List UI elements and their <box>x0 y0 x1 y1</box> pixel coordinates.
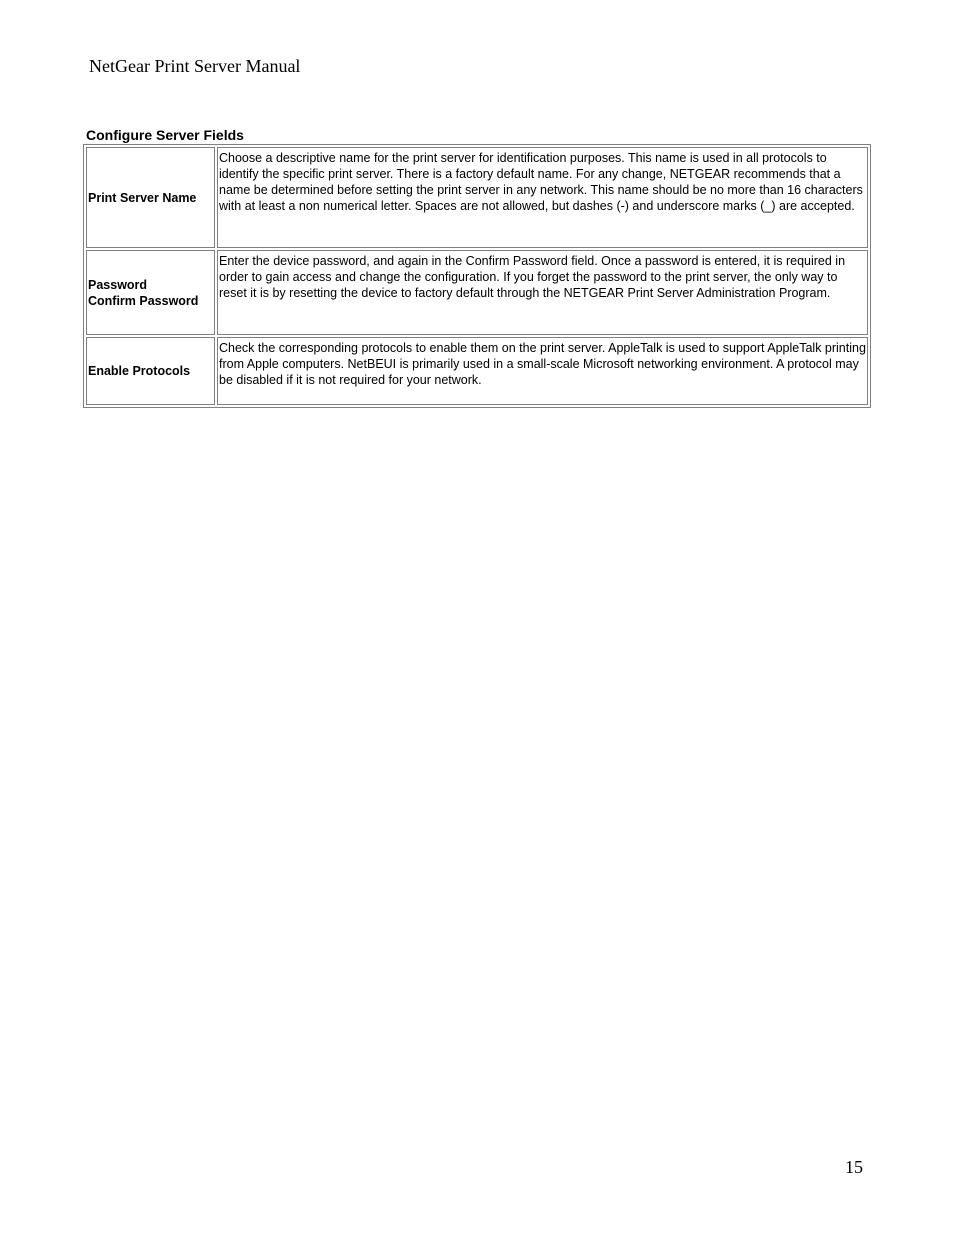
field-description: Choose a descriptive name for the print server for identification purposes. This name is used in all protocols to identify the specific print server. There is a factory default name. For any change, NETGEAR recommends that a name be determined before setting the print server in any network. This name should be no more than 16 characters with at least a non numerical letter. Spaces are not allowed, but dashes (-) and underscore marks (_) are accepted. <box>217 147 868 248</box>
field-name: Enable Protocols <box>86 337 215 405</box>
field-name: Password Confirm Password <box>86 250 215 335</box>
server-fields-table <box>83 144 871 408</box>
table-row <box>86 147 868 248</box>
table-row <box>86 250 868 335</box>
field-description: Check the corresponding protocols to enable them on the print server. AppleTalk is used to support AppleTalk printing from Apple computers. NetBEUI is primarily used in a small-scale Microsoft networking environment. A protocol may be disabled if it is not required for your network. <box>217 337 868 405</box>
field-description: Enter the device password, and again in the Confirm Password field. Once a password is entered, it is required in order to gain access and change the configuration. If you forget the password to the print server, the only way to reset it is by resetting the device to factory default through the NETGEAR Print Server Administration Program. <box>217 250 868 335</box>
field-name: Print Server Name <box>86 147 215 248</box>
section-heading: Configure Server Fields <box>86 127 244 143</box>
table-row <box>86 337 868 405</box>
page-number: 15 <box>845 1157 863 1177</box>
running-header: NetGear Print Server Manual <box>89 56 301 76</box>
